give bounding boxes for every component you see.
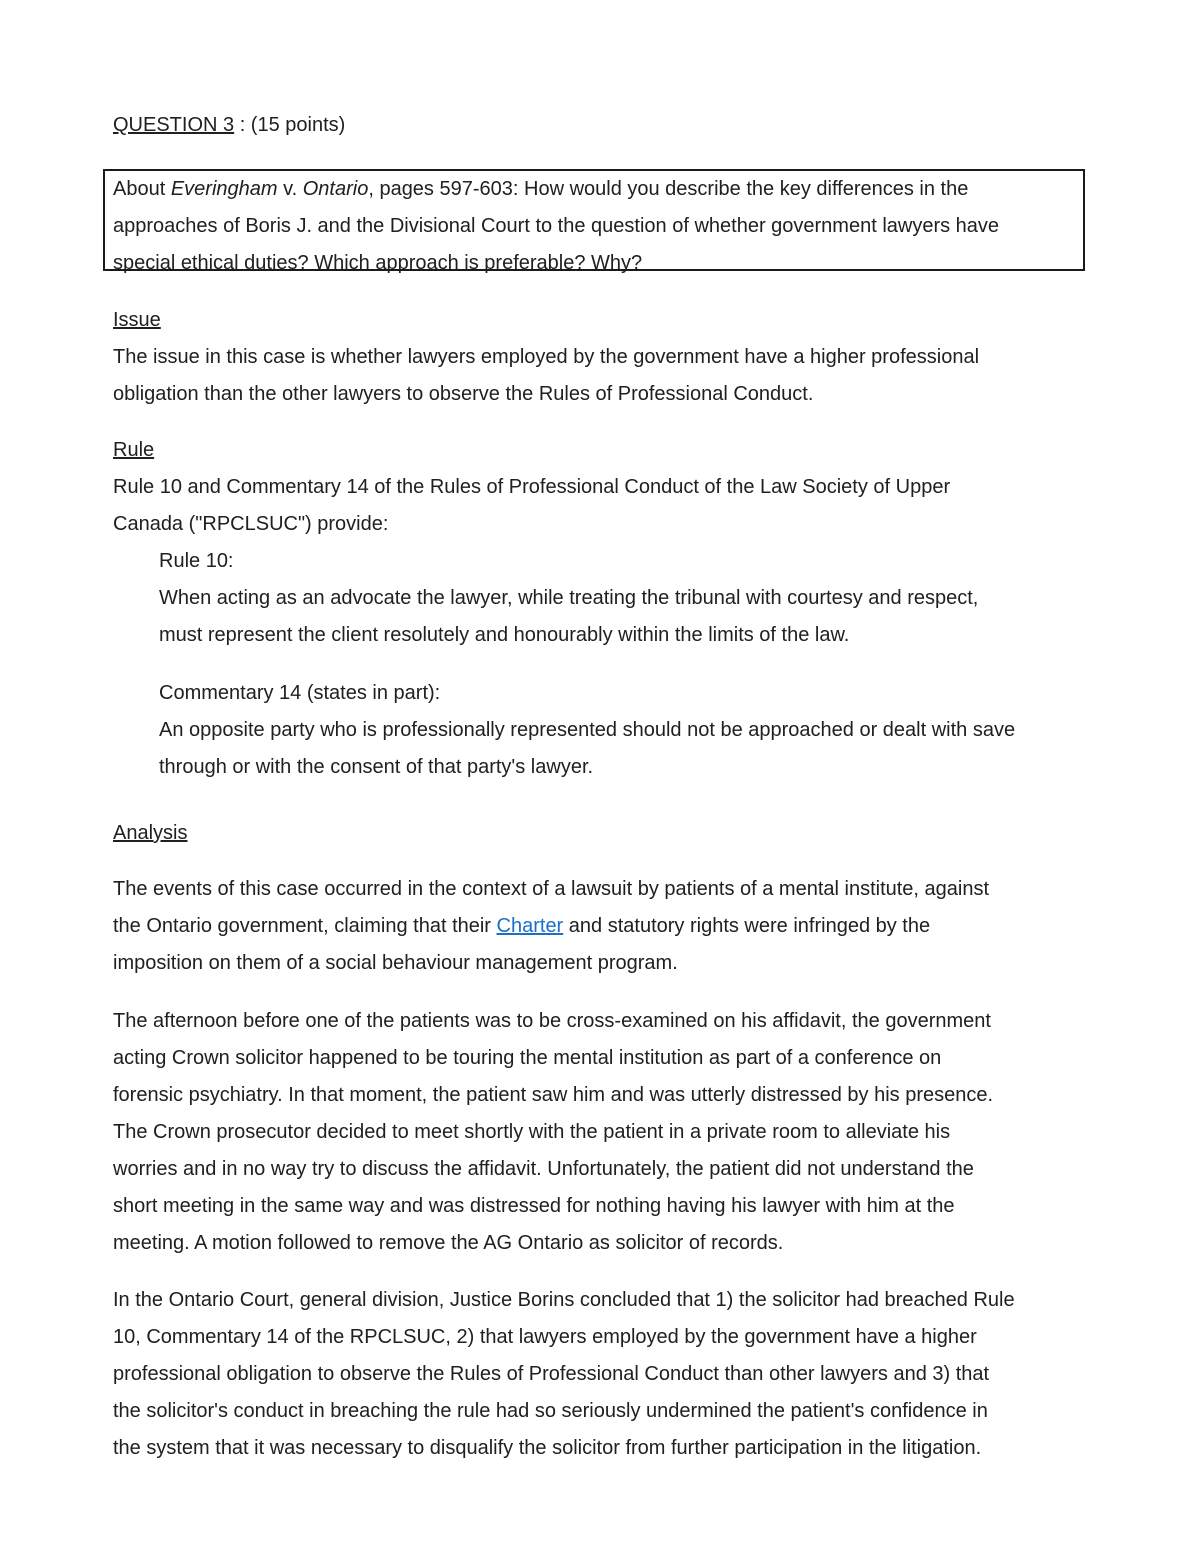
question-label: QUESTION 3 xyxy=(113,114,235,136)
prompt-text: , pages 597-603: How would you describe the key differences in the xyxy=(368,178,969,200)
commentary-section xyxy=(113,675,1015,786)
analysis-text-line: In the Ontario Court, general division, Justice Borins concluded that 1) the solicitor had breached Rule xyxy=(113,1289,1015,1311)
analysis-text: and statutory rights were infringed by the xyxy=(563,915,931,937)
commentary-text-line: An opposite party who is professionally represented should not be approached or dealt with save xyxy=(159,719,1016,741)
analysis-heading: Analysis xyxy=(113,822,188,844)
analysis-text-line: The Crown prosecutor decided to meet shortly with the patient in a private room to alleviate his xyxy=(113,1121,951,1143)
commentary-label: Commentary 14 (states in part): xyxy=(159,682,441,704)
analysis-text-line: the system that it was necessary to disqualify the solicitor from further participation in the litigation. xyxy=(113,1437,982,1459)
analysis-paragraph-1 xyxy=(113,871,989,982)
charter-link[interactable]: Charter xyxy=(496,915,564,937)
question-heading xyxy=(113,107,345,144)
question-prompt-box xyxy=(103,169,1085,274)
prompt-line xyxy=(113,171,1083,208)
rule-section xyxy=(113,432,978,654)
rule10-text-line: must represent the client resolutely and honourably within the limits of the law. xyxy=(159,624,850,646)
rule10-label: Rule 10: xyxy=(159,550,234,572)
analysis-text-line: worries and in no way try to discuss the affidavit. Unfortunately, the patient did not understand the xyxy=(113,1158,974,1180)
prompt-text: v. xyxy=(277,178,303,200)
case-name: Everingham xyxy=(170,178,278,200)
commentary-text-line: through or with the consent of that party's lawyer. xyxy=(159,756,594,778)
rule-intro-line: Rule 10 and Commentary 14 of the Rules of Professional Conduct of the Law Society of Upper xyxy=(113,476,951,498)
analysis-text-line: forensic psychiatry. In that moment, the patient saw him and was utterly distressed by his presence. xyxy=(113,1084,994,1106)
case-name: Ontario xyxy=(302,178,369,200)
issue-heading: Issue xyxy=(113,309,161,331)
analysis-text: the Ontario government, claiming that their xyxy=(113,915,497,937)
question-points: : (15 points) xyxy=(234,114,346,136)
analysis-text-line: the solicitor's conduct in breaching the rule had so seriously undermined the patient's confidence in xyxy=(113,1400,988,1422)
rule10-text-line: When acting as an advocate the lawyer, while treating the tribunal with courtesy and respect, xyxy=(159,587,979,609)
analysis-heading-block xyxy=(113,815,187,852)
issue-text-line: The issue in this case is whether lawyers employed by the government have a higher professional xyxy=(113,346,980,368)
analysis-text-line: 10, Commentary 14 of the RPCLSUC, 2) that lawyers employed by the government have a higher xyxy=(113,1326,977,1348)
analysis-text-line: short meeting in the same way and was distressed for nothing having his lawyer with him at the xyxy=(113,1195,955,1217)
prompt-line: special ethical duties? Which approach is preferable? Why? xyxy=(113,252,643,274)
analysis-text-line: acting Crown solicitor happened to be touring the mental institution as part of a conference on xyxy=(113,1047,942,1069)
rule-heading: Rule xyxy=(113,439,155,461)
issue-text-line: obligation than the other lawyers to observe the Rules of Professional Conduct. xyxy=(113,383,814,405)
prompt-text: About xyxy=(113,178,171,200)
analysis-text-line xyxy=(113,908,989,945)
analysis-text-line: imposition on them of a social behaviour management program. xyxy=(113,952,678,974)
analysis-text-line: meeting. A motion followed to remove the AG Ontario as solicitor of records. xyxy=(113,1232,784,1254)
analysis-text-line: professional obligation to observe the Rules of Professional Conduct than other lawyers and 3) that xyxy=(113,1363,990,1385)
analysis-paragraph-2 xyxy=(113,1003,993,1262)
issue-section xyxy=(113,302,979,413)
prompt-line: approaches of Boris J. and the Divisional Court to the question of whether government lawyers have xyxy=(113,215,1000,237)
analysis-text-line: The events of this case occurred in the context of a lawsuit by patients of a mental institute, against xyxy=(113,878,990,900)
analysis-text-line: The afternoon before one of the patients was to be cross-examined on his affidavit, the government xyxy=(113,1010,991,1032)
analysis-paragraph-3 xyxy=(113,1282,1015,1467)
rule-intro-line: Canada ("RPCLSUC") provide: xyxy=(113,513,389,535)
